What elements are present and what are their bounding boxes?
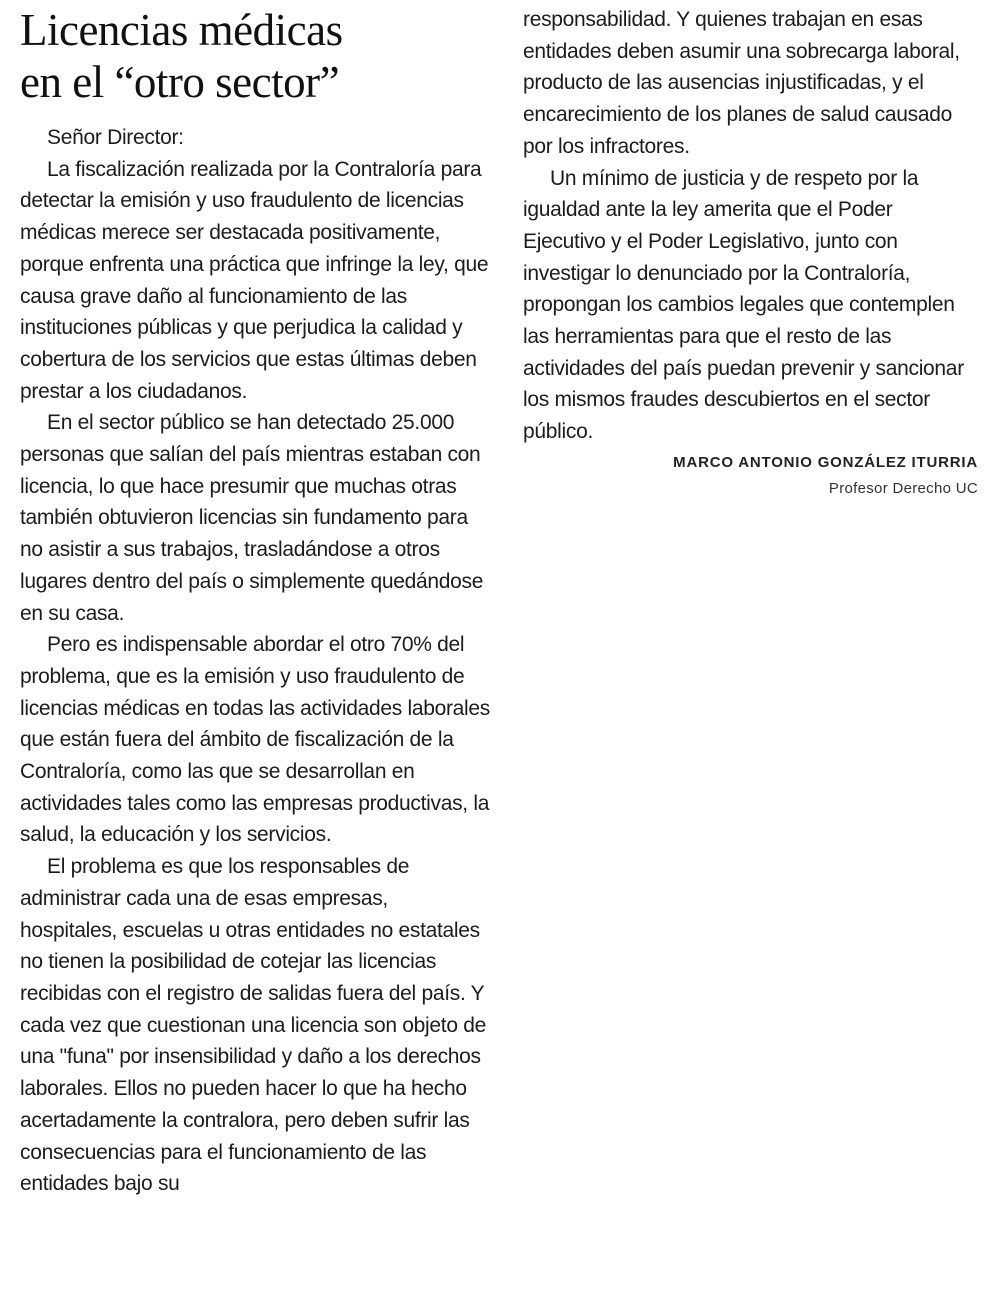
right-column [523, 4, 978, 502]
paragraph-1: La fiscalización realizada por la Contraloría para detectar la emisión y uso fraudulento de licencias médicas merece ser destacada positivamente, porque enfrenta una práctica que infringe la ley, que causa grave daño al funcionamiento de las instituciones públicas y que perjudica la calidad y cobertura de los servicios que estas últimas deben prestar a los ciudadanos. [20, 157, 489, 403]
author-name: MARCO ANTONIO GONZÁLEZ ITURRIA [673, 453, 978, 471]
paragraph-2: En el sector público se han detectado 25.000 personas que salían del país mientras estaban con licencia, lo que hace presumir que muchas otras también obtuvieron licencias sin fundamento para no asistir a sus trabajos, trasladándose a otros lugares dentro del país o simplemente quedándose en su casa. [20, 411, 484, 625]
author-affiliation: Profesor Derecho UC [828, 479, 978, 497]
paragraph-4-continued: responsabilidad. Y quienes trabajan en esas entidades deben asumir una sobrecarga laboral, producto de las ausencias injustificadas, y el encarecimiento de los planes de salud causado por los infractores. [523, 8, 960, 158]
title-line-1: Licencias médicas [20, 5, 343, 55]
paragraph-5: Un mínimo de justicia y de respeto por la igualdad ante la ley amerita que el Poder Ejecutivo y el Poder Legislativo, junto con investigar lo denunciado por la Contraloría, propongan los cambios legales que contemplen las herramientas para que el resto de las actividades del país puedan prevenir y sancionar los mismos fraudes descubiertos en el sector público. [523, 166, 964, 444]
paragraph-3: Pero es indispensable abordar el otro 70% del problema, que es la emisión y uso fraudulento de licencias médicas en todas las actividades laborales que están fuera del ámbito de fiscalización de la Contraloría, como las que se desarrollan en actividades tales como las empresas productivas, la salud, la educación y los servicios. [20, 633, 490, 847]
left-column [20, 0, 490, 1200]
salutation: Señor Director: [47, 126, 184, 149]
paragraph-4: El problema es que los responsables de administrar cada una de esas empresas, hospitales, escuelas u otras entidades no estatales no tienen la posibilidad de cotejar las licencias recibidas con el registro de salidas fuera del país. Y cada vez que cuestionan una licencia son objeto de una "funa" por insensibilidad y daño a los derechos laborales. Ellos no pueden hacer lo que ha hecho acertadamente la contralora, pero deben sufrir las consecuencias para el funcionamiento de las entidades bajo su [20, 855, 487, 1196]
title-line-2: en el “otro sector” [20, 57, 340, 107]
article-title [20, 4, 490, 108]
